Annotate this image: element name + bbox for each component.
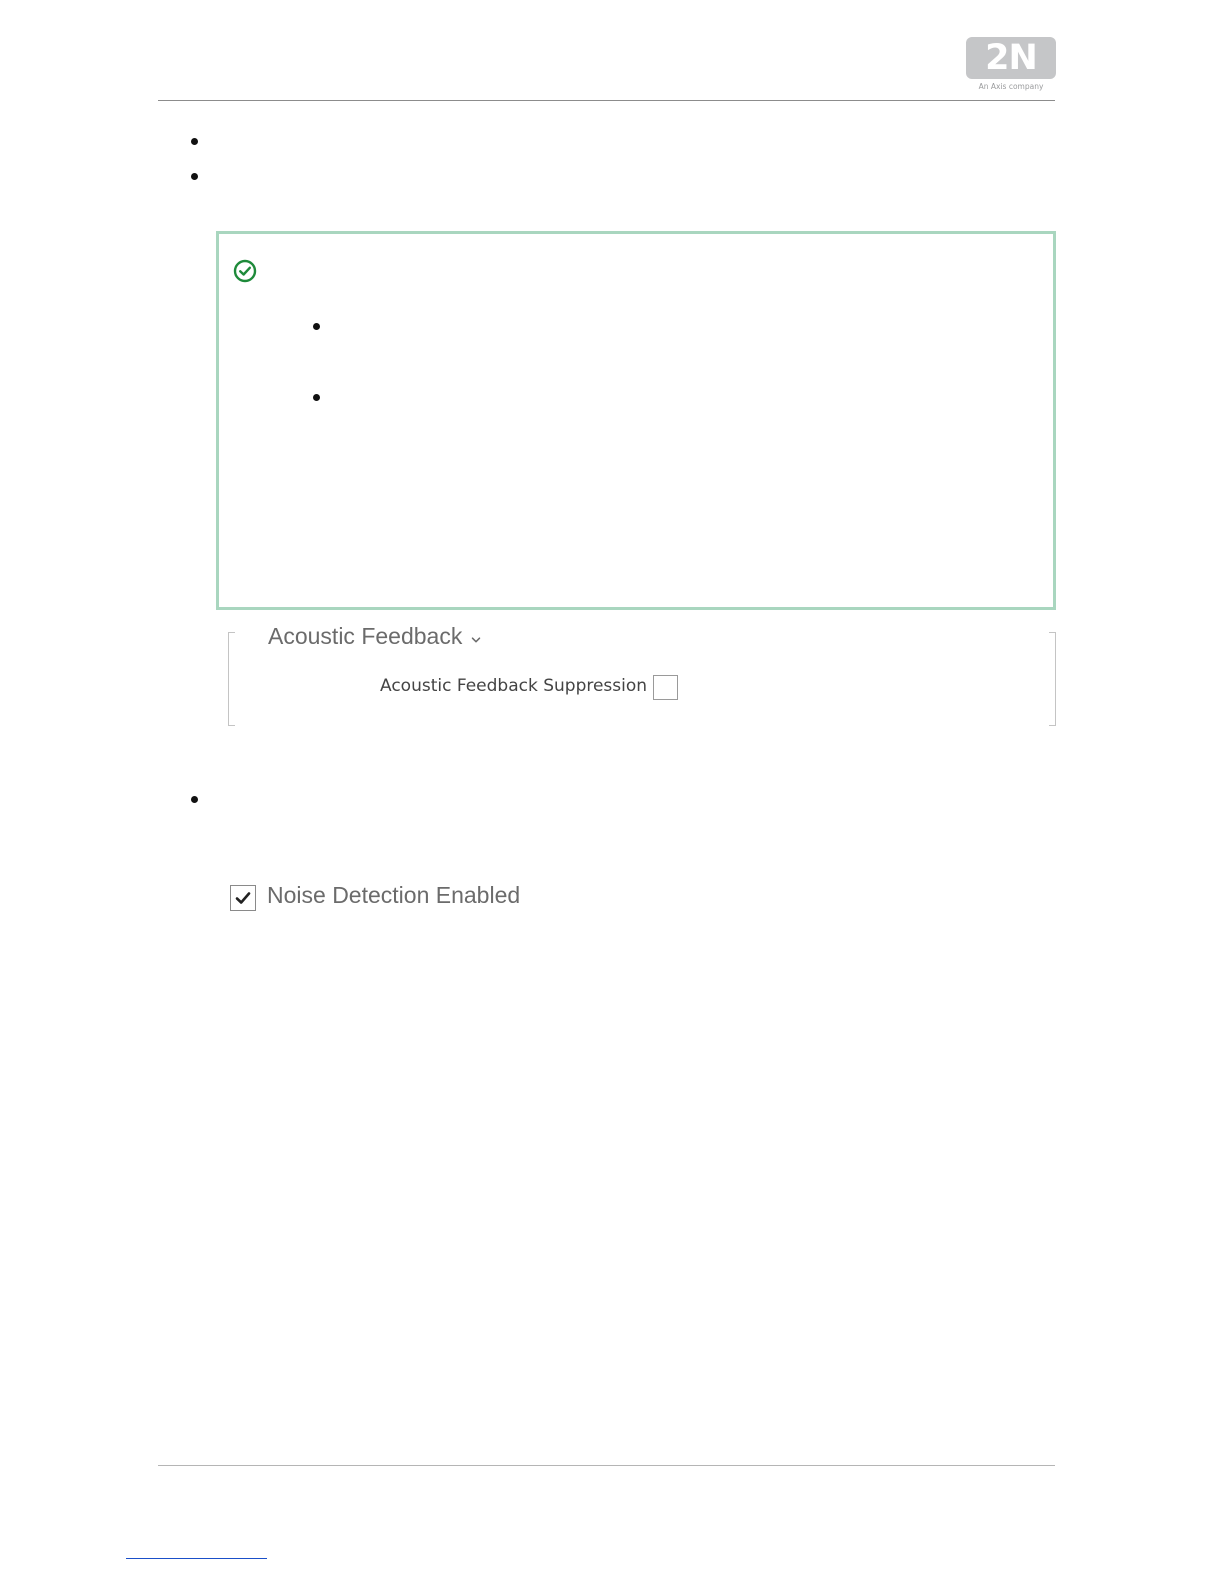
footer-link[interactable] bbox=[126, 1558, 267, 1559]
tip-box bbox=[216, 231, 1056, 610]
panel-bracket-left bbox=[228, 632, 235, 726]
footer-divider bbox=[158, 1465, 1055, 1466]
acoustic-feedback-suppression-label: Acoustic Feedback Suppression bbox=[380, 676, 648, 696]
header-divider bbox=[158, 100, 1055, 101]
list-bullet bbox=[191, 173, 198, 180]
noise-detection-checkbox[interactable] bbox=[230, 885, 256, 911]
check-circle-icon bbox=[233, 259, 257, 283]
chevron-down-icon[interactable] bbox=[470, 634, 482, 646]
brand-logo bbox=[966, 37, 1056, 93]
logo-badge bbox=[966, 37, 1056, 79]
logo-tagline: An Axis company bbox=[978, 82, 1044, 91]
tip-list-bullet bbox=[313, 323, 320, 330]
acoustic-feedback-panel bbox=[228, 623, 1056, 726]
panel-bracket-right bbox=[1049, 632, 1056, 726]
acoustic-feedback-suppression-checkbox[interactable] bbox=[653, 675, 678, 700]
logo-mark: 2N bbox=[985, 37, 1037, 78]
list-bullet bbox=[191, 796, 198, 803]
acoustic-feedback-section-title[interactable]: Acoustic Feedback bbox=[268, 623, 463, 649]
list-bullet bbox=[191, 138, 198, 145]
noise-detection-label: Noise Detection Enabled bbox=[267, 882, 521, 908]
tip-list-bullet bbox=[313, 394, 320, 401]
checkmark-icon bbox=[233, 888, 253, 908]
